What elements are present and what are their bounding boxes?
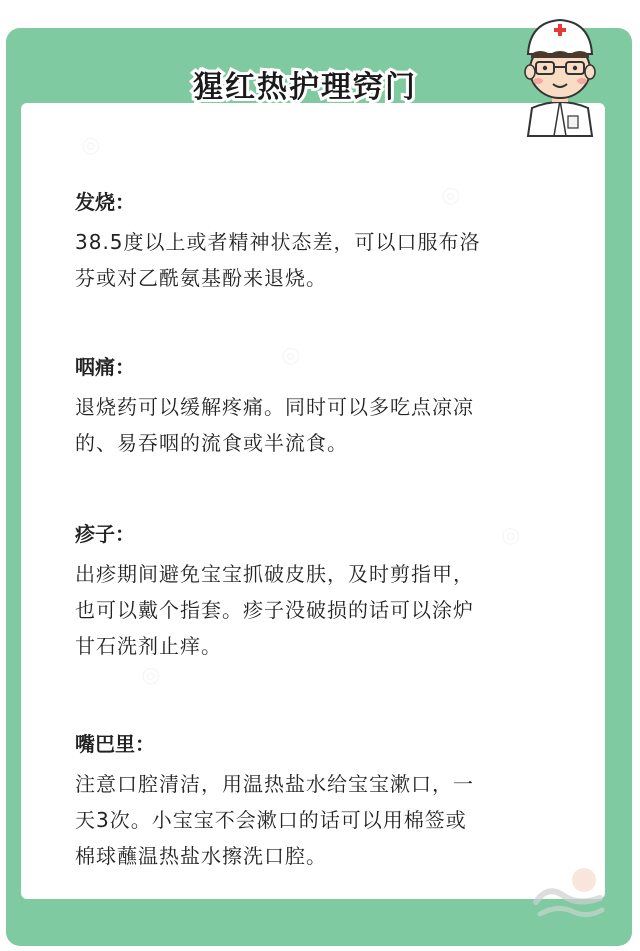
body-line: 的、易吞咽的流食或半流食。 <box>75 431 348 455</box>
watermark-mark <box>78 131 103 160</box>
section-fever <box>75 188 585 296</box>
section-heading: 疹子： <box>75 522 135 546</box>
body-line: 天3次。小宝宝不会漱口的话可以用棉签或 <box>75 808 467 832</box>
body-line: 38.5度以上或者精神状态差，可以口服布洛 <box>75 230 481 254</box>
body-line: 注意口腔清洁，用温热盐水给宝宝漱口，一 <box>75 772 474 796</box>
page-title: 猩红热护理窍门 <box>193 70 417 105</box>
doctor-mascot-icon <box>510 8 610 138</box>
body-line: 退烧药可以缓解疼痛。同时可以多吃点凉凉 <box>75 395 474 419</box>
body-line: 甘石洗剂止痒。 <box>75 634 222 658</box>
body-line: 也可以戴个指套。疹子没破损的话可以涂炉 <box>75 598 474 622</box>
body-line: 棉球蘸温热盐水擦洗口腔。 <box>75 844 327 868</box>
section-heading: 嘴巴里： <box>75 732 155 756</box>
section-heading: 咽痛： <box>75 355 135 379</box>
section-body <box>75 556 585 664</box>
watermark-logo-icon <box>528 862 608 922</box>
body-line: 出疹期间避免宝宝抓破皮肤，及时剪指甲， <box>75 562 474 586</box>
section-mouth <box>75 730 585 874</box>
section-sore-throat <box>75 353 585 461</box>
title-banner <box>155 58 455 108</box>
watermark-mark <box>138 661 163 690</box>
section-body <box>75 389 585 461</box>
body-line: 芬或对乙酰氨基酚来退烧。 <box>75 266 327 290</box>
section-body <box>75 766 585 874</box>
section-heading: 发烧： <box>75 190 135 214</box>
section-rash <box>75 520 585 664</box>
section-body <box>75 224 585 296</box>
